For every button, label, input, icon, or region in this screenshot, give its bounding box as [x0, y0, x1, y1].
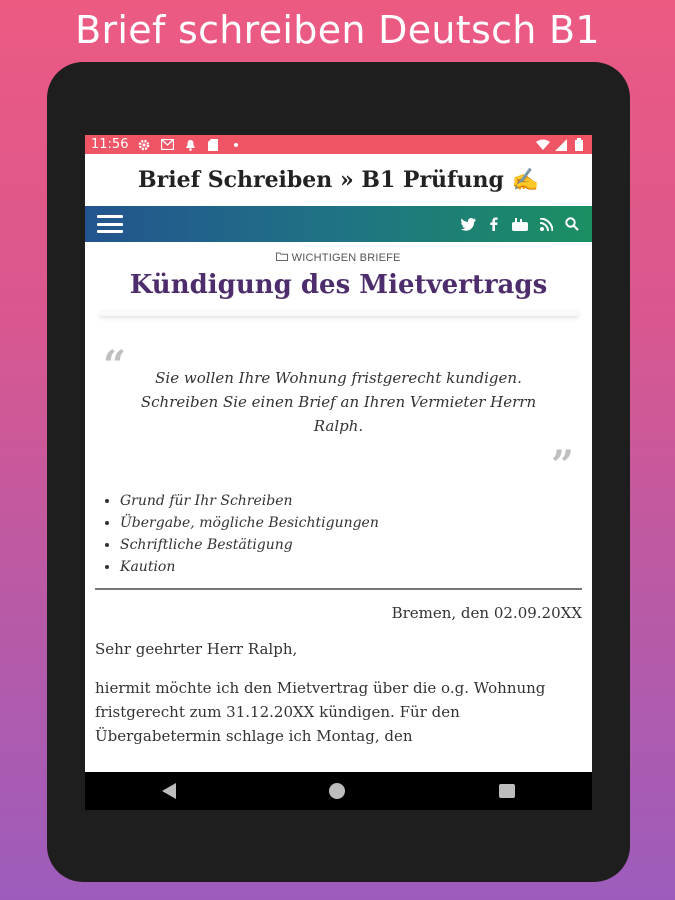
task-points-list — [85, 490, 592, 578]
youtube-icon[interactable] — [512, 216, 528, 232]
task-quote-block — [85, 342, 592, 489]
battery-icon — [572, 138, 586, 152]
status-bar — [85, 135, 592, 154]
recent-apps-icon[interactable] — [499, 784, 515, 798]
letter-date-line: Bremen, den 02.09.20XX — [391, 604, 582, 622]
letter-body-text: hiermit möchte ich den Mietvertrag über die o.g. Wohnung fristgerecht zum 31.12.20XX kündigen. Für den Übergabetermin schlage ich Montag, den — [95, 679, 546, 745]
app-screen — [85, 135, 592, 810]
back-icon[interactable] — [162, 783, 176, 799]
list-item: • Grund für Ihr Schreiben — [120, 490, 592, 512]
facebook-icon[interactable] — [486, 216, 502, 232]
status-time: 11:56 — [91, 137, 129, 152]
site-header[interactable] — [85, 154, 592, 206]
title-divider — [99, 310, 579, 316]
list-item: • Übergabe, mögliche Besichtigungen — [120, 512, 592, 534]
category-link[interactable] — [85, 252, 592, 264]
twitter-icon[interactable] — [460, 216, 476, 232]
list-item: • Schriftliche Bestätigung — [120, 534, 592, 556]
quote-close-icon: ” — [550, 442, 574, 489]
gmail-icon — [160, 138, 174, 152]
android-navigation-bar — [85, 772, 592, 810]
search-icon[interactable] — [564, 216, 580, 232]
section-divider — [95, 588, 582, 590]
category-label: WICHTIGEN BRIEFE — [291, 252, 401, 264]
folder-icon — [276, 252, 291, 264]
wifi-icon — [536, 138, 550, 152]
notification-bell-icon — [183, 138, 197, 152]
quote-open-icon: “ — [103, 342, 127, 389]
sd-card-icon — [206, 138, 220, 152]
navigation-bar — [85, 206, 592, 242]
list-item: • Kaution — [120, 556, 592, 578]
home-icon[interactable] — [329, 783, 345, 799]
rss-icon[interactable] — [538, 216, 554, 232]
article-title: Kündigung des Mietvertrags — [129, 270, 548, 300]
signal-icon — [554, 138, 568, 152]
site-header-title: Brief Schreiben » B1 Prüfung ✍ — [138, 167, 539, 193]
hamburger-menu-icon[interactable] — [97, 215, 123, 233]
promo-title: Brief schreiben Deutsch B1 — [75, 8, 600, 52]
letter-greeting: Sehr geehrter Herr Ralph, — [95, 640, 298, 658]
settings-icon — [137, 138, 151, 152]
task-quote-text: Sie wollen Ihre Wohnung fristgerecht kundigen. Schreiben Sie einen Brief an Ihren Vermieter Herrn Ralph. — [140, 369, 537, 435]
dot-icon — [229, 138, 243, 152]
